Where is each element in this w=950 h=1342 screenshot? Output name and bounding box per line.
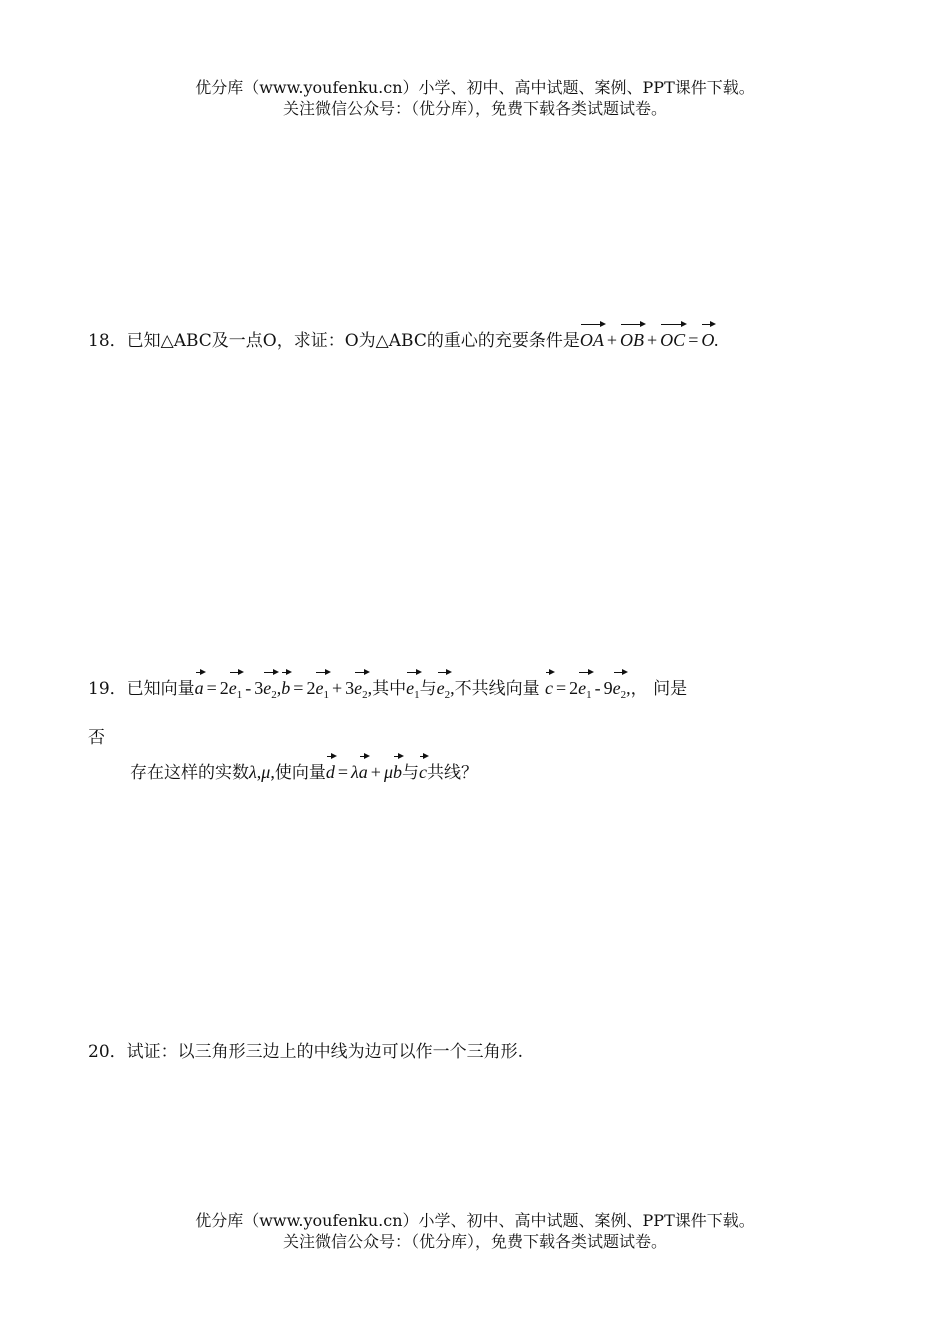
vector-oc: OC	[660, 322, 685, 352]
question-number: 19．	[88, 679, 127, 699]
page-footer	[0, 1210, 950, 1252]
vector-c-definition: $c = 2e_1 - 9e_2$,	[545, 678, 631, 698]
zero-vector: O	[701, 322, 714, 352]
question-19-continued: 否	[88, 728, 105, 748]
vector-equation: OA + OB + OC = O.	[580, 330, 719, 350]
page-header	[0, 77, 950, 119]
question-text: 试证：以三角形三边上的中线为边可以作一个三角形.	[126, 1042, 524, 1062]
footer-line-2: 关注微信公众号：（优分库），免费下载各类试题试卷。	[282, 1232, 667, 1251]
vector-a-definition: $a = 2e_1 - 3e_2,b = 2e_1 + 3e_2$,	[195, 678, 372, 698]
question-text: 已知△ABC及一点O，求证：O为△ABC的重心的充要条件是	[126, 331, 580, 351]
question-19: 19．已知向量$a = 2e_1 - 3e_2,b = 2e_1 + 3e_2$,其中$e_1$与$e_2$,不共线向量 $c = 2e_1 - 9e_2$,， 问是	[88, 670, 687, 707]
header-line-1: 优分库（www.youfenku.cn）小学、初中、高中试题、案例、PPT课件下载。	[195, 78, 755, 97]
question-18	[88, 322, 719, 353]
question-20	[88, 1040, 523, 1064]
vector-ob: OB	[620, 322, 644, 352]
header-line-2: 关注微信公众号：（优分库），免费下载各类试题试卷。	[282, 99, 667, 118]
question-number: 20．	[88, 1042, 127, 1062]
vector-d-definition: d = λa + μb	[326, 762, 402, 782]
question-19-line-2: 存在这样的实数λ,μ,使向量d = λa + μb与c共线？	[130, 754, 478, 785]
vector-oa: OA	[580, 322, 604, 352]
footer-line-1: 优分库（www.youfenku.cn）小学、初中、高中试题、案例、PPT课件下载。	[195, 1211, 755, 1230]
question-number: 18．	[88, 331, 127, 351]
